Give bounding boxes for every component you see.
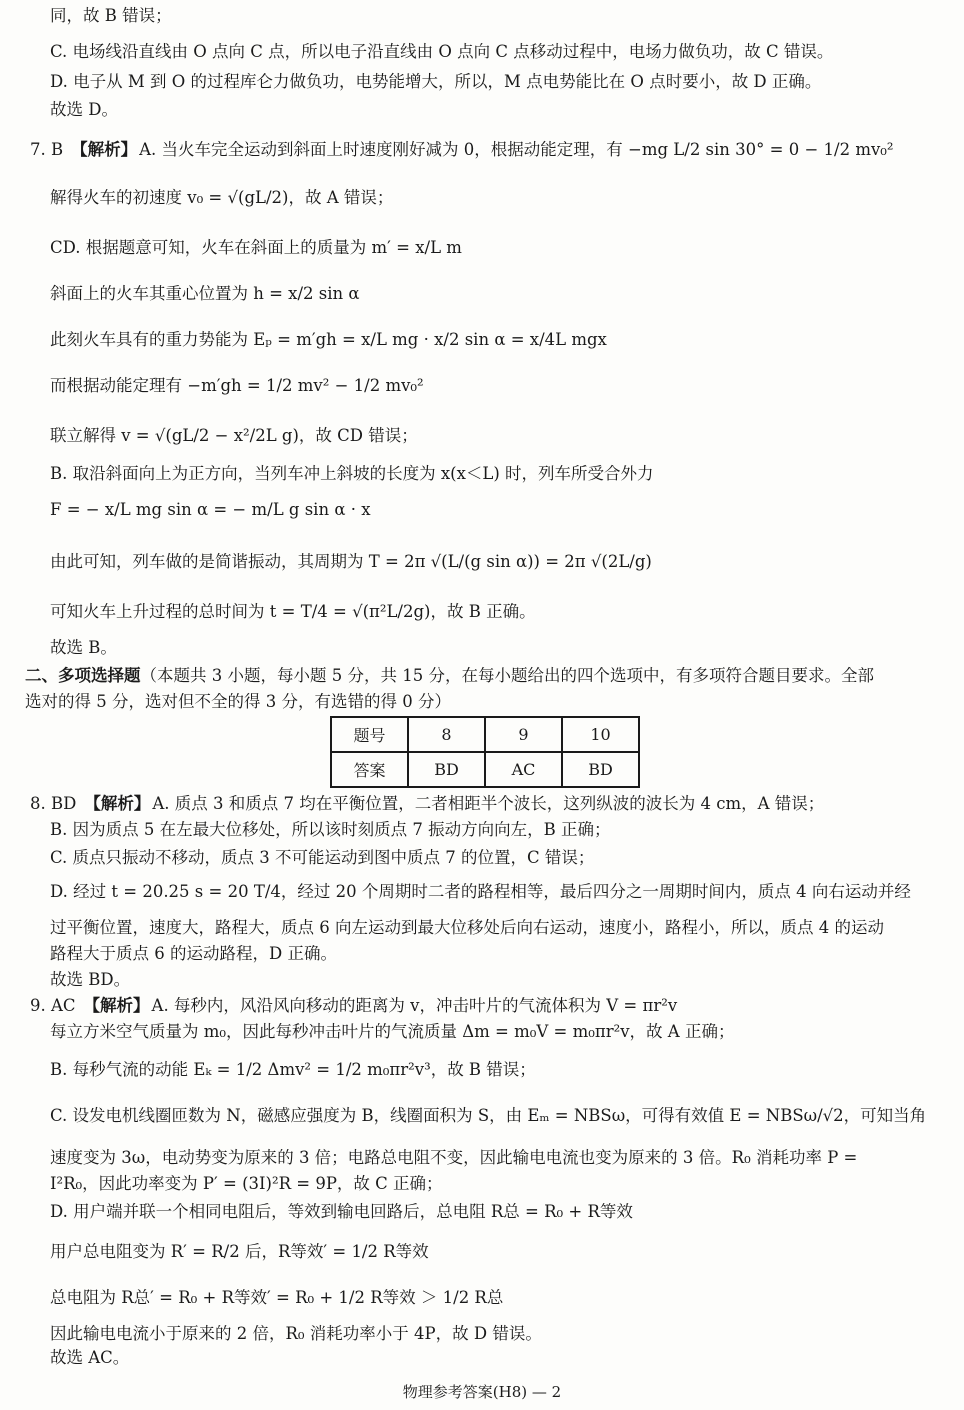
text-line: C. 质点只振动不移动，质点 3 不可能运动到图中质点 7 的位置，C 错误； [50,848,595,867]
table-row [331,752,639,787]
question-8-line [30,792,824,816]
text-line: 速度变为 3ω，电动势变为原来的 3 倍；电路总电阻不变，因此输电电流也变为原来的 3 倍。R₀ 消耗功率 P = [50,1148,858,1167]
section-instructions: （本题共 3 小题，每小题 5 分，共 15 分，在每小题给出的四个选项中，有多项符合题目要求。全部 [140,666,874,685]
table-cell: 10 [562,717,639,752]
table-cell: BD [408,752,485,787]
table-cell: BD [562,752,639,787]
text-line: 用户总电阻变为 R′ = R/2 后，R等效′ = 1/2 R等效 [50,1242,429,1261]
text-line: 每立方米空气质量为 m₀，因此每秒冲击叶片的气流质量 Δm = m₀V = m₀πr²v，故 A 正确； [50,1022,735,1041]
analysis-tag: 【解析】 [83,996,150,1015]
table-row [331,717,639,752]
text-line: D. 电子从 M 到 O 的过程库仑力做负功，电势能增大，所以，M 点电势能比在 O 点时要小，故 D 正确。 [50,72,822,91]
text-line: 因此输电电流小于原来的 2 倍，R₀ 消耗功率小于 4P，故 D 错误。 [50,1324,542,1343]
question-number: 9. AC [30,996,76,1015]
text-line: 而根据动能定理有 −m′gh = 1/2 mv² − 1/2 mv₀² [50,376,424,395]
text-line: 选对的得 5 分，选对但不全的得 3 分，有选错的得 0 分） [25,692,451,711]
text-line: 此刻火车具有的重力势能为 Eₚ = m′gh = x/L mg · x/2 sin α = x/4L mgx [50,330,607,349]
text-line: B. 每秒气流的动能 Eₖ = 1/2 Δmv² = 1/2 m₀πr²v³，故 B 错误； [50,1060,536,1079]
question-number: 8. BD [30,794,77,813]
table-cell: AC [485,752,562,787]
text-line: 可知火车上升过程的总时间为 t = T/4 = √(π²L/2g)，故 B 正确。 [50,602,536,621]
text-line: F = − x/L mg sin α = − m/L g sin α · x [50,500,371,519]
text-line: CD. 根据题意可知，火车在斜面上的质量为 m′ = x/L m [50,238,462,257]
text-line: 故选 BD。 [50,970,131,989]
table-cell: 9 [485,717,562,752]
table-cell: 答案 [331,752,408,787]
text-line: A. 当火车完全运动到斜面上时速度刚好减为 0，根据动能定理，有 −mg L/2 sin 30° = 0 − 1/2 mv₀² [139,140,894,159]
text-line: 路程大于质点 6 的运动路程，D 正确。 [50,944,337,963]
question-number: 7. B [30,140,64,159]
text-line: A. 质点 3 和质点 7 均在平衡位置，二者相距半个波长，这列纵波的波长为 4 cm，A 错误； [152,794,825,813]
section-2-heading [25,664,874,688]
text-line: 同，故 B 错误； [50,6,172,25]
section-title: 二、多项选择题 [25,666,141,685]
table-cell: 8 [408,717,485,752]
answer-table [330,716,640,788]
text-line: 总电阻为 R总′ = R₀ + R等效′ = R₀ + 1/2 R等效 ＞ 1/2 R总 [50,1288,504,1307]
text-line: C. 电场线沿直线由 O 点向 C 点，所以电子沿直线由 O 点向 C 点移动过程中，电场力做负功，故 C 错误。 [50,42,834,61]
text-line: B. 因为质点 5 在左最大位移处，所以该时刻质点 7 振动方向向左，B 正确； [50,820,611,839]
analysis-tag: 【解析】 [71,140,138,159]
text-line: 解得火车的初速度 v₀ = √(gL/2)，故 A 错误； [50,188,394,207]
analysis-tag: 【解析】 [84,794,151,813]
text-line: 联立解得 v = √(gL/2 − x²/2L g)，故 CD 错误； [50,426,418,445]
text-line: 故选 D。 [50,100,118,119]
text-line: 过平衡位置，速度大，路程大，质点 6 向左运动到最大位移处后向右运动，速度小，路程小，所以，质点 4 的运动 [50,918,884,937]
text-line: 斜面上的火车其重心位置为 h = x/2 sin α [50,284,360,303]
text-line: C. 设发电机线圈匝数为 N，磁感应强度为 B，线圈面积为 S，由 Eₘ = NBSω，可得有效值 E = NBSω/√2，可知当角 [50,1106,927,1125]
question-9-line [30,994,677,1018]
text-line: 故选 AC。 [50,1348,130,1367]
page-footer: 物理参考答案(H8) — 2 [402,1383,562,1401]
text-line: 故选 B。 [50,638,117,657]
text-line: 由此可知，列车做的是简谐振动，其周期为 T = 2π √(L/(g sin α)) = 2π √(2L/g) [50,552,652,571]
text-line: D. 经过 t = 20.25 s = 20 T/4，经过 20 个周期时二者的路程相等，最后四分之一周期时间内，质点 4 向右运动并经 [50,882,911,901]
text-line: B. 取沿斜面向上为正方向，当列车冲上斜坡的长度为 x(x＜L) 时，列车所受合外力 [50,464,654,483]
text-line: I²R₀，因此功率变为 P′ = (3I)²R = 9P，故 C 正确； [50,1174,443,1193]
text-line: D. 用户端并联一个相同电阻后，等效到输电回路后，总电阻 R总 = R₀ + R等效 [50,1202,633,1221]
question-7-line [30,138,894,162]
text-line: A. 每秒内，风沿风向移动的距离为 v，冲击叶片的气流体积为 V = πr²v [151,996,678,1015]
table-cell: 题号 [331,717,408,752]
